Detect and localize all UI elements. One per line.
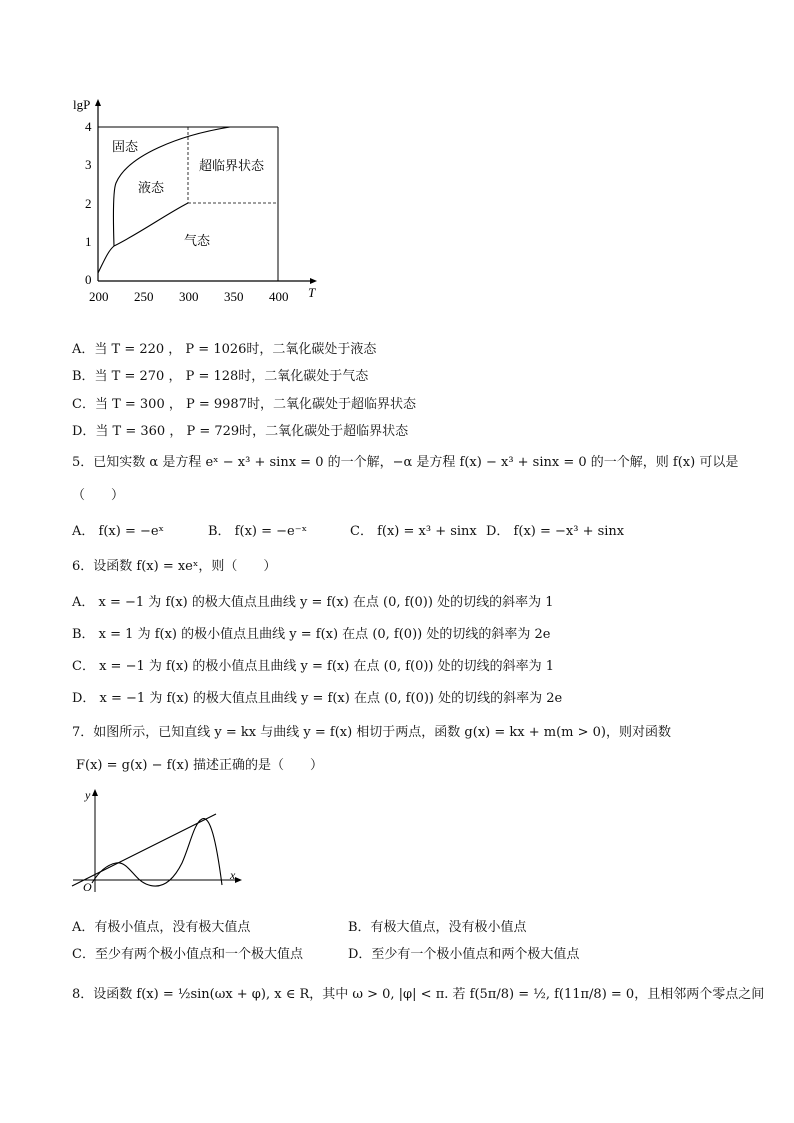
- q4-option-a: A．当 T = 220 ， P = 1026时，二氧化碳处于液态: [72, 342, 377, 357]
- q5-option-b: B． f(x) = −e⁻ˣ: [208, 524, 308, 539]
- q7-option-a: A．有极小值点，没有极大值点: [72, 920, 251, 935]
- x-tick-400: 400: [269, 289, 289, 304]
- y-tick-3: 3: [85, 157, 92, 172]
- q6-option-a: A． x = −1 为 f(x) 的极大值点且曲线 y = f(x) 在点 (0, f(0)) 处的切线的斜率为 1: [72, 595, 554, 610]
- y-tick-1: 1: [85, 234, 92, 249]
- q7-option-d: D．至少有一个极小值点和两个极大值点: [348, 947, 580, 962]
- y-tick-2: 2: [85, 196, 92, 211]
- q6-option-c: C． x = −1 为 f(x) 的极小值点且曲线 y = f(x) 在点 (0, f(0)) 处的切线的斜率为 1: [72, 659, 555, 674]
- q5-option-a: A． f(x) = −eˣ: [72, 524, 165, 539]
- q4-option-b: B．当 T = 270 ， P = 128时，二氧化碳处于气态: [72, 369, 369, 384]
- q7-origin-label: O: [83, 880, 92, 894]
- x-axis-label: T: [308, 285, 316, 300]
- q6-option-b: B． x = 1 为 f(x) 的极小值点且曲线 y = f(x) 在点 (0, f(0)) 处的切线的斜率为 2e: [72, 627, 551, 642]
- q7-graph: [68, 787, 253, 897]
- x-tick-200: 200: [89, 289, 109, 304]
- q5-stem: 5．已知实数 α 是方程 eˣ − x³ + sinx = 0 的一个解，−α 是方程 f(x) − x³ + sinx = 0 的一个解，则 f(x) 可以是: [72, 455, 739, 470]
- q6-stem: 6．设函数 f(x) = xeˣ，则（ ）: [72, 559, 277, 574]
- q7-stem-line1: 7．如图所示，已知直线 y = kx 与曲线 y = f(x) 相切于两点，函数 g(x) = kx + m(m > 0)，则对函数: [72, 725, 671, 740]
- q5-option-c: C． f(x) = x³ + sinx: [350, 524, 477, 539]
- region-gas: 气态: [184, 233, 211, 248]
- q7-stem-line2: F(x) = g(x) − f(x) 描述正确的是（ ）: [76, 758, 324, 773]
- x-tick-250: 250: [134, 289, 154, 304]
- q7-option-c: C．至少有两个极小值点和一个极大值点: [72, 947, 303, 962]
- region-solid: 固态: [112, 139, 139, 154]
- q8-stem: 8．设函数 f(x) = ½sin(ωx + φ), x ∈ R，其中 ω > 0, |φ| < π. 若 f(5π/8) = ½, f(11π/8) = 0，且相邻两个零点之间: [72, 987, 765, 1002]
- q7-x-label: x: [230, 868, 236, 882]
- q5-paren: （ ）: [72, 488, 125, 503]
- y-tick-4: 4: [85, 119, 92, 134]
- region-liquid: 液态: [138, 180, 165, 195]
- x-tick-300: 300: [179, 289, 199, 304]
- q4-option-c: C．当 T = 300 ， P = 9987时，二氧化碳处于超临界状态: [72, 397, 416, 412]
- y-tick-0: 0: [85, 272, 92, 287]
- phase-diagram: [70, 95, 330, 310]
- q7-y-label: y: [85, 788, 91, 802]
- q6-option-d: D． x = −1 为 f(x) 的极大值点且曲线 y = f(x) 在点 (0, f(0)) 处的切线的斜率为 2e: [72, 691, 563, 706]
- y-axis-label: lgP: [73, 97, 91, 112]
- q4-option-d: D．当 T = 360 ， P = 729时，二氧化碳处于超临界状态: [72, 424, 409, 439]
- q7-option-b: B．有极大值点，没有极小值点: [348, 920, 527, 935]
- region-supercritical: 超临界状态: [199, 158, 265, 173]
- x-tick-350: 350: [224, 289, 244, 304]
- q5-option-d: D． f(x) = −x³ + sinx: [486, 524, 625, 539]
